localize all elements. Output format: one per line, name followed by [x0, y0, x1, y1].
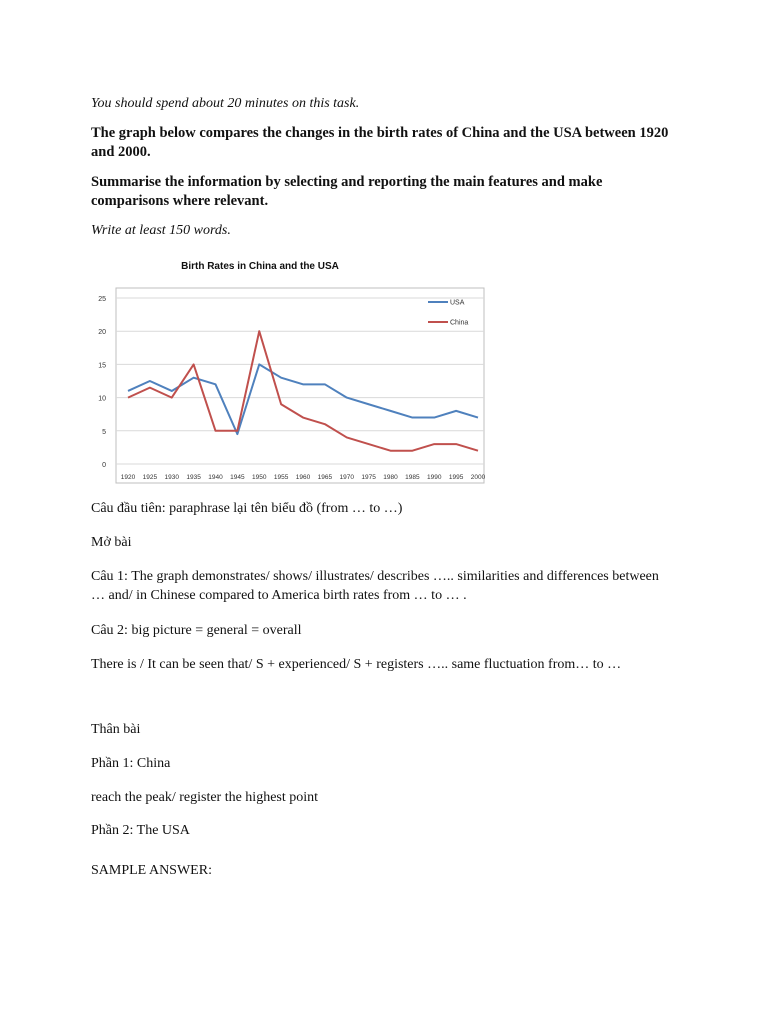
part-1-heading: Phần 1: China	[91, 756, 171, 771]
x-tick-label: 1925	[142, 474, 158, 481]
task-instruction: You should spend about 20 minutes on this task.	[91, 96, 360, 111]
x-tick-label: 2000	[470, 474, 486, 481]
body-heading: Thân bài	[91, 722, 141, 737]
y-tick-label: 10	[98, 395, 106, 403]
x-tick-label: 1935	[186, 474, 201, 481]
x-tick-label: 1960	[295, 474, 311, 481]
note-first-sentence: Câu đầu tiên: paraphrase lại tên biểu đồ (from … to …)	[91, 501, 403, 516]
sample-answer-heading: SAMPLE ANSWER:	[91, 863, 212, 878]
note-sentence-1: Câu 1: The graph demonstrates/ shows/ illustrates/ describes ….. similarities and differences between … and/ in Chinese compared to America birth rates from … to … .	[91, 569, 659, 603]
x-tick-label: 1970	[339, 474, 354, 481]
x-tick-label: 1995	[448, 474, 464, 481]
birth-rate-chart	[88, 252, 488, 488]
chart-title: Birth Rates in China and the USA	[181, 261, 339, 272]
x-tick-label: 1950	[252, 474, 267, 481]
legend-label-china: China	[450, 319, 469, 327]
y-tick-label: 15	[98, 362, 106, 370]
note-sentence-2: Câu 2: big picture = general = overall	[91, 623, 302, 638]
x-tick-label: 1920	[120, 474, 136, 481]
x-tick-label: 1955	[273, 474, 289, 481]
x-tick-label: 1940	[208, 474, 223, 481]
y-tick-label: 0	[102, 462, 106, 469]
legend-label-usa: USA	[450, 299, 465, 307]
x-tick-label: 1965	[317, 474, 333, 481]
note-overview: There is / It can be seen that/ S + experienced/ S + registers ….. same fluctuation from… to …	[91, 657, 622, 672]
task-prompt: The graph below compares the changes in the birth rates of China and the USA between 1920 and 2000.	[91, 125, 669, 160]
y-tick-label: 20	[98, 329, 106, 337]
x-tick-label: 1975	[361, 474, 376, 481]
y-tick-label: 5	[102, 428, 106, 436]
x-tick-label: 1985	[405, 474, 420, 481]
part-2-heading: Phần 2: The USA	[91, 823, 190, 838]
intro-heading: Mở bài	[91, 535, 132, 550]
x-tick-label: 1930	[164, 474, 179, 481]
task-summarise: Summarise the information by selecting and reporting the main features and make comparisons where relevant.	[91, 174, 603, 209]
x-tick-label: 1980	[383, 474, 398, 481]
x-tick-label: 1945	[230, 474, 245, 481]
part-1-detail: reach the peak/ register the highest point	[91, 790, 319, 805]
line-chart-svg	[88, 252, 488, 488]
x-tick-label: 1990	[427, 474, 442, 481]
word-count: Write at least 150 words.	[91, 223, 231, 238]
plot-frame	[116, 288, 484, 483]
y-tick-label: 25	[98, 296, 106, 303]
